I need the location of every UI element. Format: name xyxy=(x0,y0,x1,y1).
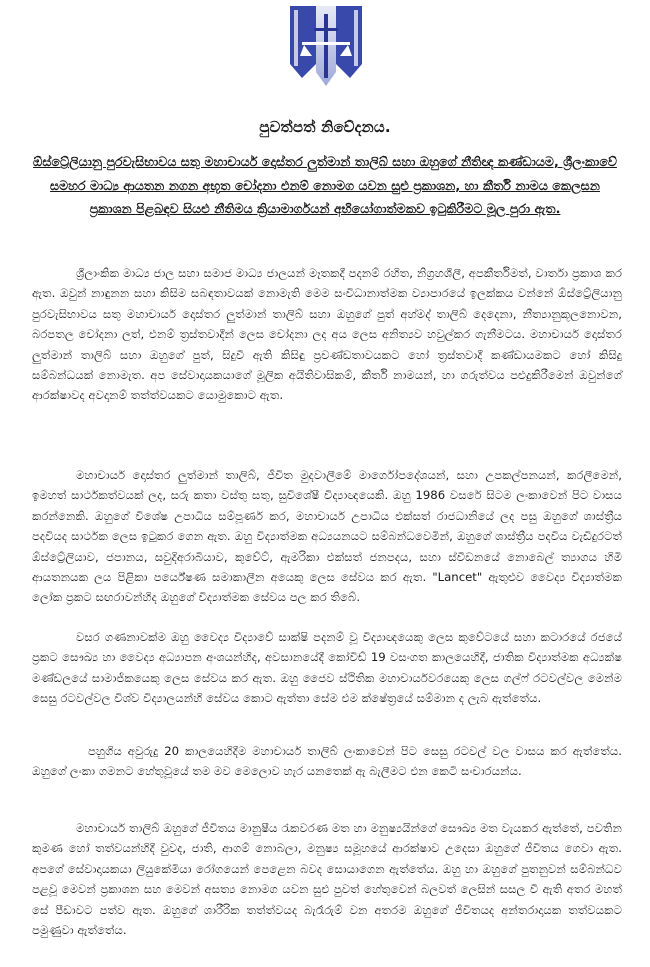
scales-of-justice-icon xyxy=(288,2,364,88)
paragraph-2: මහාචාර්ය දොස්තර ලුත්මාන් තාලිබ්, ජීවිත මුදවාලීමේ මාර්ගෝපදේශයන්, සහා උපකල්පනයන්, කරලීමෙන්, ඉමහත් සාර්ථකත්වයක් ලද, සරු කතා වස්තු සතු, සුවිශේෂී විද්‍යාඥයෙකි. ඔහු 1986 වසරේ සිටම ලංකාවෙන් පිට වාසය කරන්නෙකි. ඔහුගේ විශේෂ උපාධිය සම්පූර්ණ කර, මහාචාර්ය උපාධිය එක්සත් රාජධානියේ ලද පසු ඔහුගේ ශාස්ත්‍රීය පදවියද සාර්ථක ලෙස ඉටුකර ගෙන ඇත. ඔහු විද්‍යාත්මක අධ්‍යයනයට සම්බන්ධවෙමින්, ඔහුගේ ශාස්ත්‍රීය පදවිය වැඩිදුරටත් ඕස්ට්‍රේලියාව, ජපානය, සවුදිඅරාබියාව, කුවේට්, ඇමරිකා එක්සත් ජනපදය, සහා ස්වීඩනයේ නොබෙල් ත්‍යාගය හිමි ආයතනයක ලය පිළිකා පර්යේෂණ සමාකාලීන අයෙකු ලෙස සේවය කර ඇත. "Lancet" ඇතුළුව වෛද්‍ය විද්‍යාත්මක ලෝක ප්‍රකට සඟරාවන්හිද ඔහුගේ විද්‍යාත්මක සේවය පල කර තිබේ. xyxy=(32,468,622,605)
paragraph-5: මහාචාර්ය තාලිබ් ඔහුගේ ජීවිතය මානුෂීය රැකවරණ මත හා මනුෂ්‍යයින්ගේ සෞඛ්‍ය මත වැයකර ඇත්තේ, පවතින කුමණ හෝ තත්වයන්හිදී වුවද, ජාති, ආගම් නොබලා, මනුෂ්‍ය සමූහයේ ආරක්ෂාව උදෙසා ඔහුගේ ජීවිතය ගෙවා ඇත. අපගේ සේවාදායකයා ලියුකේමියා රෝගයෙන් පෙළෙන බවද සොයාගෙන ඇත්තේය. ඔහු හා ඔහුගේ පුතනුවන් සම්බන්ධව පළවූ මෙවන් ප්‍රකාශන සහ මෙවන් අසත්‍ය නොමග යවන සුළු පුවත් හේතුවෙන් බලවත් ලෙසින් සසල වී ඇති අතර මහත් සේ පීඩාවට පත්ව ඇත. ඔහුගේ ශාරීරික තත්ත්වයද බැරෑරුම් වන අතරම ඔහුගේ ජීවිතයද අන්තරාදායක තත්වයකට පමුණුවා ඇත්තේය. xyxy=(32,821,622,938)
paragraph-3: වසර ගණනාවක්ම ඔහු වෛද්‍ය විද්‍යාවේ සාක්ෂි පදනම් වූ විද්‍යාඥයෙකු ලෙස කුවේටයේ සහා කටාරයේ රජයේ ප්‍රකට සෞඛ්‍ය හා වෛද්‍ය අධ්‍යාපන අංශයන්හිද, අවසානයේදී කෝවිඩ් 19 වසංගත කාලයෙහිදී, ජාතික විද්‍යාත්මක අධ්‍යක්ෂ මණ්ඩලයේ සාමාජිකයෙකු ලෙස සේවය කර ඇත. ඔහු ජෛව ස්ථිතික මහාචාර්යවරයෙකු ලෙස ගල්ෆ් රටවල්වල මෙන්ම සෙසු රටවල්වල විශ්ව විද්‍යාලයන්හි සේවය කොට ඇත්තා සේම එම ක්ෂේත්‍රයේ සම්මාන ද ලැබ ඇත්තේය. xyxy=(32,630,622,706)
document-title: පුවත්පත් නිවේදනය. xyxy=(259,118,391,136)
paragraph-1: ශ්‍රීලාංකික මාධ්‍ය ජාල සහා සමාජ මාධ්‍ය ජාලයන් මෑතකදී පදනම් රහිත, නිග්‍රහශීලී, අපකීර්තිමත්, වාර්තා ප්‍රකාශ කර ඇත. ඔවුන් නාඳුනන සහා කිසිම සබඳතාවයක් නොමැති මෙම සංවිධානාත්මක ව්‍යාපාරයේ ඉලක්කය වන්නේ ඕස්ට්‍රේලියානු පුරවැසිභාවය සතු මහාචාර්ය දොස්තර ලුත්මාන් තාලිබ් සහා ඔහුගේ පුත් අහ්මද් තාලිබ් දෙදෙනා, නීත්‍යානුකූලනොවන, බරපතල චෝදනා ලත්, එනම් ත්‍රස්තවාදීන් ලෙස චෝදනා ලද අය ලෙස අනිත්‍යව හවුල්කර ගැනීමටය. මහාචාර්ය දොස්තර ලුත්මාන් තාලිබ් සහා ඔහුගේ පුත්, සිදුවී ඇති කිසිඳු ප්‍රචණ්ඩතාවයකට හෝ ත්‍රස්තවාදී කණ්ඩායමකට හෝ කිසිදු සම්බන්ධයක් නොමැත. අප සේවාදායකයාගේ මූලික අයිතිවාසිකම්, කීර්ති නාමයන්, හා ගරුත්වය පළුදුකිරීමෙන් ඔවුන්ගේ ආරක්ෂාවද අවදානම් තත්ත්වයකට යොමුකොට ඇත. xyxy=(32,266,622,403)
document-subtitle: ඕස්ට්‍රේලියානු පුරවැසිභාවය සතු මහාචාර්ය දොස්තර ලුත්මාන් තාලිබ් සහා ඔහුගේ නීතිඥ කණ්ඩායම, ශ්‍රීලංකාවේ සමහර මාධ්‍ය ආයතන නගන අභූත චෝදනා එනම් නොමග යවන සුළු ප්‍රකාශන, හා කීර්ති නාමය කෙලසන ප්‍රකාශන පිළබඳව සියළු නීතිමය ක්‍රියාමාර්ගයන් අභියෝගාත්මකව ඉටුකිරීමට මූල පුරා ඇත. xyxy=(33,154,617,216)
organization-logo xyxy=(288,2,364,88)
paragraph-4: පහුගිය අවුරුදු 20 කාලයෙහිදීම මහාචාර්ය තාලිබ් ලංකාවෙන් පිට සෙසු රටවල් වල වාසය කර ඇත්තේය. ඔහුගේ ලංකා ගමනට හේතුවූයේ තම මව මෙලොව හැර යනතෙක් ඇ බැලීමට එන කෙටි සංචාරයන්ය. xyxy=(32,744,622,779)
